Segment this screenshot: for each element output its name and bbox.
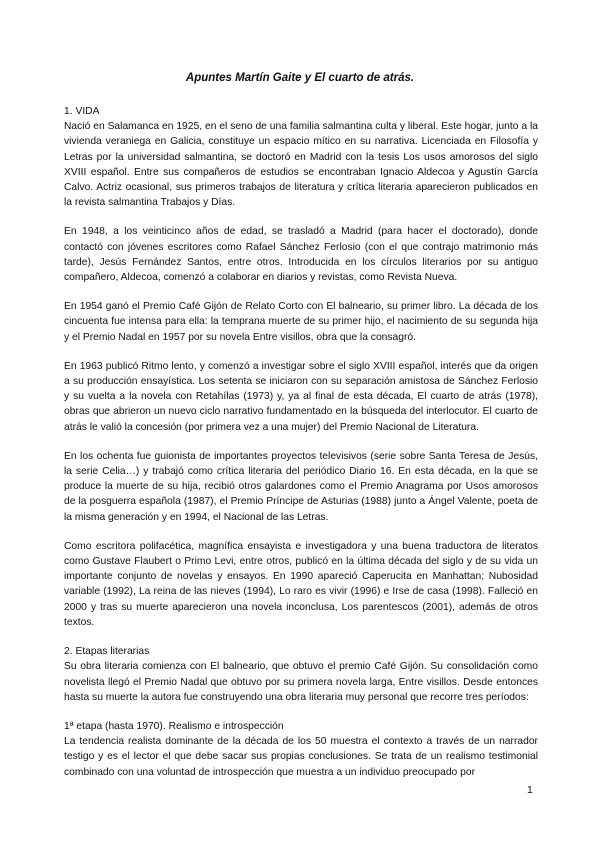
paragraph: En 1954 ganó el Premio Café Gijón de Relato Corto con El balneario, su primer libro. La década de los cincuenta fue intensa para ella: la temprana muerte de su primer hijo, el nacimiento de su segunda hija y el Premio Nadal en 1957 por su novela Entre visillos, obra que la consagró. — [64, 301, 538, 343]
page-number: 1 — [527, 784, 533, 796]
paragraph: En 1948, a los veinticinco años de edad, se trasladó a Madrid (para hacer el doctorado), donde contactó con jóvenes escritores como Rafael Sánchez Ferlosio (con el que contrajo matrimonio más tarde), Jesús Fernández Santos, entre otros. Introducida en los círculos literarios por su antiguo compañero, Aldecoa, comenzó a colaborar en diarios y revistas, como Revista Nueva. — [64, 226, 538, 284]
paragraph: En los ochenta fue guionista de importantes proyectos televisivos (serie sobre Santa Teresa de Jesús, la serie Celia…) y trabajó como crítica literaria del periódico Diario 16. En esta década, en la que se produce la muerte de su hija, recibió otros galardones como el Premio Anagrama por Usos amorosos de la posguerra española (1987), el Premio Príncipe de Asturias (1988) junto a Ángel Valente, poeta de la misma generación y en 1994, el Nacional de las Letras. — [64, 450, 538, 523]
document-body — [64, 104, 538, 794]
paragraph: La tendencia realista dominante de la década de los 50 muestra el contexto a través de un narrador testigo y es el lector el que debe sacar sus propias conclusiones. Se trata de un realismo testimonial combinado con una voluntad de introspección que muestra a un individuo preocupado por — [64, 736, 538, 778]
section-heading-etapas: 2. Etapas literarias — [64, 646, 150, 658]
paragraph: Su obra literaria comienza con El balneario, que obtuvo el premio Café Gijón. Su consolidación como novelista llegó el Premio Nadal que obtuvo por su primera novela larga, Entre visillos. Desde entonces hasta su muerte la autora fue construyendo una obra literaria muy personal que recorre tres períodos: — [64, 661, 538, 703]
paragraph: Como escritora polifacética, magnífica ensayista e investigadora y una buena traductora de literatos como Gustave Flaubert o Primo Levi, entre otros, publicó en la última década del siglo y de su vida un importante conjunto de novelas y ensayos. En 1990 apareció Caperucita en Manhattan; Nubosidad variable (1992), La reina de las nieves (1994), Lo raro es vivir (1996) e Irse de casa (1998). Falleció en 2000 y tras su muerte aparecieron una novela inconclusa, Los parentescos (2001), además de otros textos. — [64, 540, 538, 628]
document-title: Apuntes Martín Gaite y El cuarto de atrás. — [185, 72, 415, 84]
paragraph: Nació en Salamanca en 1925, en el seno de una familia salmantina culta y liberal. Este hogar, junto a la vivienda veraniega en Galicia, constituye un espacio mítico en su narrativa. Licenciada en Filosofía y Letras por la universidad salmantina, se doctoró en Madrid con la tesis Los usos amorosos del siglo XVIII español. Entre sus compañeros de estudios se encontraban Ignacio Aldecoa y Agustín García Calvo. Actriz ocasional, sus primeros trabajos de literatura y crítica literaria aparecieron publicados en la revista salmantina Trabajos y Días. — [64, 121, 538, 209]
paragraph: En 1963 publicó Ritmo lento, y comenzó a investigar sobre el siglo XVIII español, interés que da origen a su producción ensayística. Los setenta se iniciaron con su separación amistosa de Sánchez Ferlosio y su vuelta a la novela con Retahílas (1973) y, ya al final de esta década, El cuarto de atrás (1978), obras que abrieron un nuevo ciclo narrativo fundamentado en la búsqueda del interlocutor. El cuarto de atrás le valió la concesión (por primera vez a una mujer) del Premio Nacional de Literatura. — [64, 360, 538, 433]
subsection-heading-etapa-1: 1ª etapa (hasta 1970). Realismo e introspección — [64, 720, 284, 732]
section-heading-vida: 1. VIDA — [64, 106, 100, 117]
